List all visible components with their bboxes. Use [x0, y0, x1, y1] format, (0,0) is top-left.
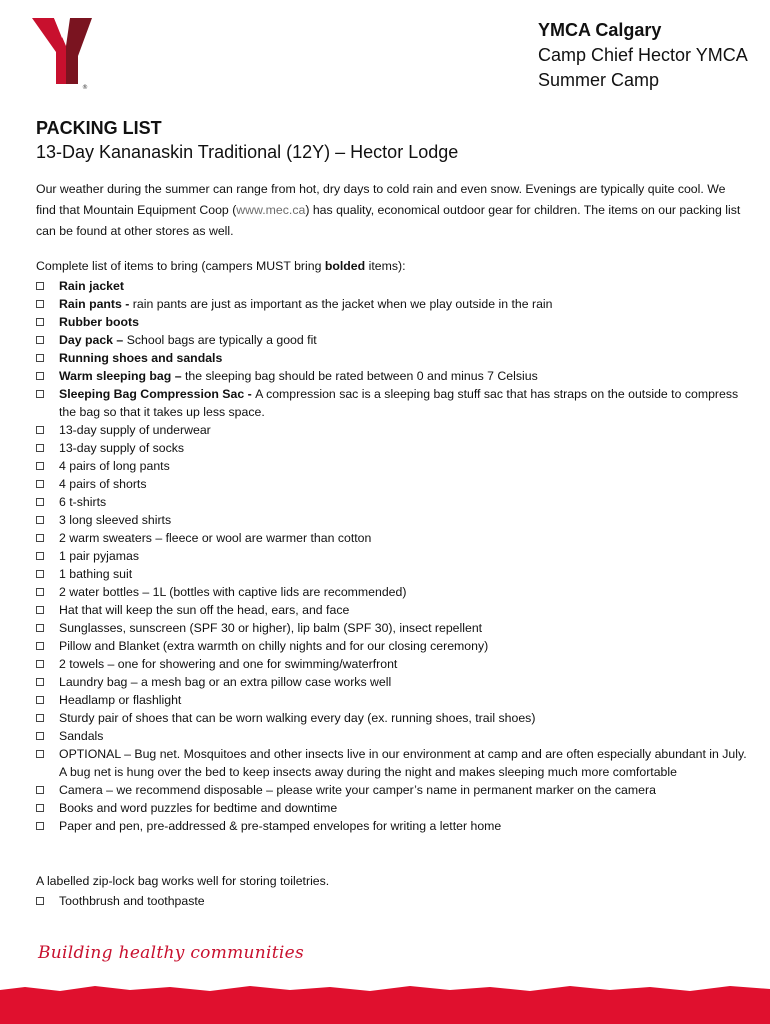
list-item [36, 892, 748, 910]
list-item-text: Rain pants - rain pants are just as important as the jacket when we play outside in the rain [59, 297, 553, 311]
list-item [36, 727, 748, 745]
list-item-text: 13-day supply of underwear [59, 423, 211, 437]
list-item [36, 547, 748, 565]
checkbox-icon[interactable] [36, 606, 44, 614]
list-item [36, 817, 748, 835]
checkbox-icon[interactable] [36, 498, 44, 506]
checkbox-icon[interactable] [36, 372, 44, 380]
list-item-text: 13-day supply of socks [59, 441, 185, 455]
mec-link[interactable]: www.mec.ca [236, 203, 306, 217]
list-item-text: Sunglasses, sunscreen (SPF 30 or higher), lip balm (SPF 30), insect repellent [59, 621, 483, 635]
checkbox-icon[interactable] [36, 696, 44, 704]
list-item-text: Rubber boots [59, 315, 139, 329]
footer-red-band [0, 978, 770, 1024]
list-item [36, 367, 748, 385]
ymca-logo [30, 16, 94, 90]
list-item-text: 4 pairs of long pants [59, 459, 170, 473]
list-item-text: 6 t-shirts [59, 495, 107, 509]
list-item-text: Hat that will keep the sun off the head, ears, and face [59, 603, 350, 617]
list-item-text: Rain jacket [59, 279, 124, 293]
list-item-text: 4 pairs of shorts [59, 477, 147, 491]
list-item [36, 421, 748, 439]
list-item-text: 2 towels – one for showering and one for swimming/waterfront [59, 657, 398, 671]
checkbox-icon[interactable] [36, 588, 44, 596]
list-item-text: Books and word puzzles for bedtime and downtime [59, 801, 338, 815]
footer-tagline: Building healthy communities [38, 943, 305, 963]
camp-type: Summer Camp [538, 70, 660, 90]
list-item-text: Warm sleeping bag – the sleeping bag should be rated between 0 and minus 7 Celsius [59, 369, 538, 383]
checkbox-icon[interactable] [36, 570, 44, 578]
checkbox-icon[interactable] [36, 660, 44, 668]
list-item-text: Camera – we recommend disposable – please write your camper’s name in permanent marker on the camera [59, 783, 656, 797]
checkbox-icon[interactable] [36, 552, 44, 560]
checkbox-icon[interactable] [36, 678, 44, 686]
list-item [36, 457, 748, 475]
list-item [36, 331, 748, 349]
list-item-text: 1 pair pyjamas [59, 549, 139, 563]
page-subtitle: 13-Day Kananaskin Traditional (12Y) – Hector Lodge [36, 142, 459, 162]
list-item-text: Toothbrush and toothpaste [59, 894, 205, 908]
checkbox-icon[interactable] [36, 822, 44, 830]
toiletries-note: A labelled zip-lock bag works well for storing toiletries. [36, 874, 330, 888]
checkbox-icon[interactable] [36, 480, 44, 488]
checkbox-icon[interactable] [36, 534, 44, 542]
org-name: YMCA Calgary [538, 20, 662, 40]
intro-paragraph [36, 179, 746, 242]
checkbox-icon[interactable] [36, 426, 44, 434]
list-item [36, 493, 748, 511]
checkbox-icon[interactable] [36, 282, 44, 290]
list-item [36, 583, 748, 601]
list-item [36, 277, 748, 295]
org-header [538, 18, 763, 93]
checkbox-icon[interactable] [36, 642, 44, 650]
checkbox-icon[interactable] [36, 624, 44, 632]
camp-name: Camp Chief Hector YMCA [538, 45, 748, 65]
checkbox-icon[interactable] [36, 714, 44, 722]
checkbox-icon[interactable] [36, 804, 44, 812]
checkbox-icon[interactable] [36, 354, 44, 362]
list-item [36, 691, 748, 709]
list-item-text: Sandals [59, 729, 104, 743]
list-item [36, 475, 748, 493]
list-item [36, 313, 748, 331]
list-item [36, 637, 748, 655]
list-item [36, 349, 748, 367]
list-item-text: Headlamp or flashlight [59, 693, 182, 707]
list-item [36, 745, 748, 781]
checkbox-icon[interactable] [36, 390, 44, 398]
list-intro: Complete list of items to bring (campers MUST bring bolded items): [36, 259, 406, 273]
list-item [36, 529, 748, 547]
checkbox-icon[interactable] [36, 897, 44, 905]
checkbox-icon[interactable] [36, 300, 44, 308]
packing-list [36, 277, 748, 835]
list-item-text: Laundry bag – a mesh bag or an extra pillow case works well [59, 675, 392, 689]
list-item [36, 565, 748, 583]
checkbox-icon[interactable] [36, 786, 44, 794]
list-item [36, 799, 748, 817]
list-item-text: Running shoes and sandals [59, 351, 223, 365]
checkbox-icon[interactable] [36, 318, 44, 326]
page-title: PACKING LIST [36, 118, 162, 138]
checkbox-icon[interactable] [36, 462, 44, 470]
list-item-text: Paper and pen, pre-addressed & pre-stamped envelopes for writing a letter home [59, 819, 502, 833]
list-item [36, 601, 748, 619]
intro-text-2: ) has quality, economical outdoor gear for children. The items on our packing list can be found at other stores as well. [36, 203, 741, 238]
list-item-text: 2 water bottles – 1L (bottles with captive lids are recommended) [59, 585, 407, 599]
list-item [36, 673, 748, 691]
list-item-text: Pillow and Blanket (extra warmth on chilly nights and for our closing ceremony) [59, 639, 489, 653]
intro-text-1: Our weather during the summer can range from hot, dry days to cold rain and even snow. Evenings are typically quite cool. We find that Mountain Equipment Coop ( [36, 182, 726, 217]
list-item-text: Sturdy pair of shoes that can be worn walking every day (ex. running shoes, trail shoes) [59, 711, 536, 725]
checkbox-icon[interactable] [36, 750, 44, 758]
list-item-text: Sleeping Bag Compression Sac - A compression sac is a sleeping bag stuff sac that has straps on the outside to compress the bag so that it takes up less space. [59, 387, 739, 419]
list-item-text: 1 bathing suit [59, 567, 133, 581]
list-item [36, 511, 748, 529]
list-item-text: OPTIONAL – Bug net. Mosquitoes and other insects live in our environment at camp and are often especially abundant in July. A bug net is hung over the bed to keep insects away during the night and makes sleeping much more comfortable [59, 747, 747, 779]
list-item [36, 439, 748, 457]
list-item [36, 295, 748, 313]
list-item [36, 385, 748, 421]
list-item [36, 709, 748, 727]
document-titles [36, 117, 746, 165]
checkbox-icon[interactable] [36, 732, 44, 740]
list-item [36, 781, 748, 799]
list-item-text: Day pack – School bags are typically a good fit [59, 333, 317, 347]
list-item [36, 655, 748, 673]
list-item-text: 3 long sleeved shirts [59, 513, 172, 527]
ymca-y-icon [30, 16, 94, 90]
checkbox-icon[interactable] [36, 516, 44, 524]
svg-text:®: ® [82, 84, 88, 90]
list-item [36, 619, 748, 637]
checkbox-icon[interactable] [36, 336, 44, 344]
checkbox-icon[interactable] [36, 444, 44, 452]
list-item-text: 2 warm sweaters – fleece or wool are warmer than cotton [59, 531, 372, 545]
toiletries-list [36, 892, 748, 910]
